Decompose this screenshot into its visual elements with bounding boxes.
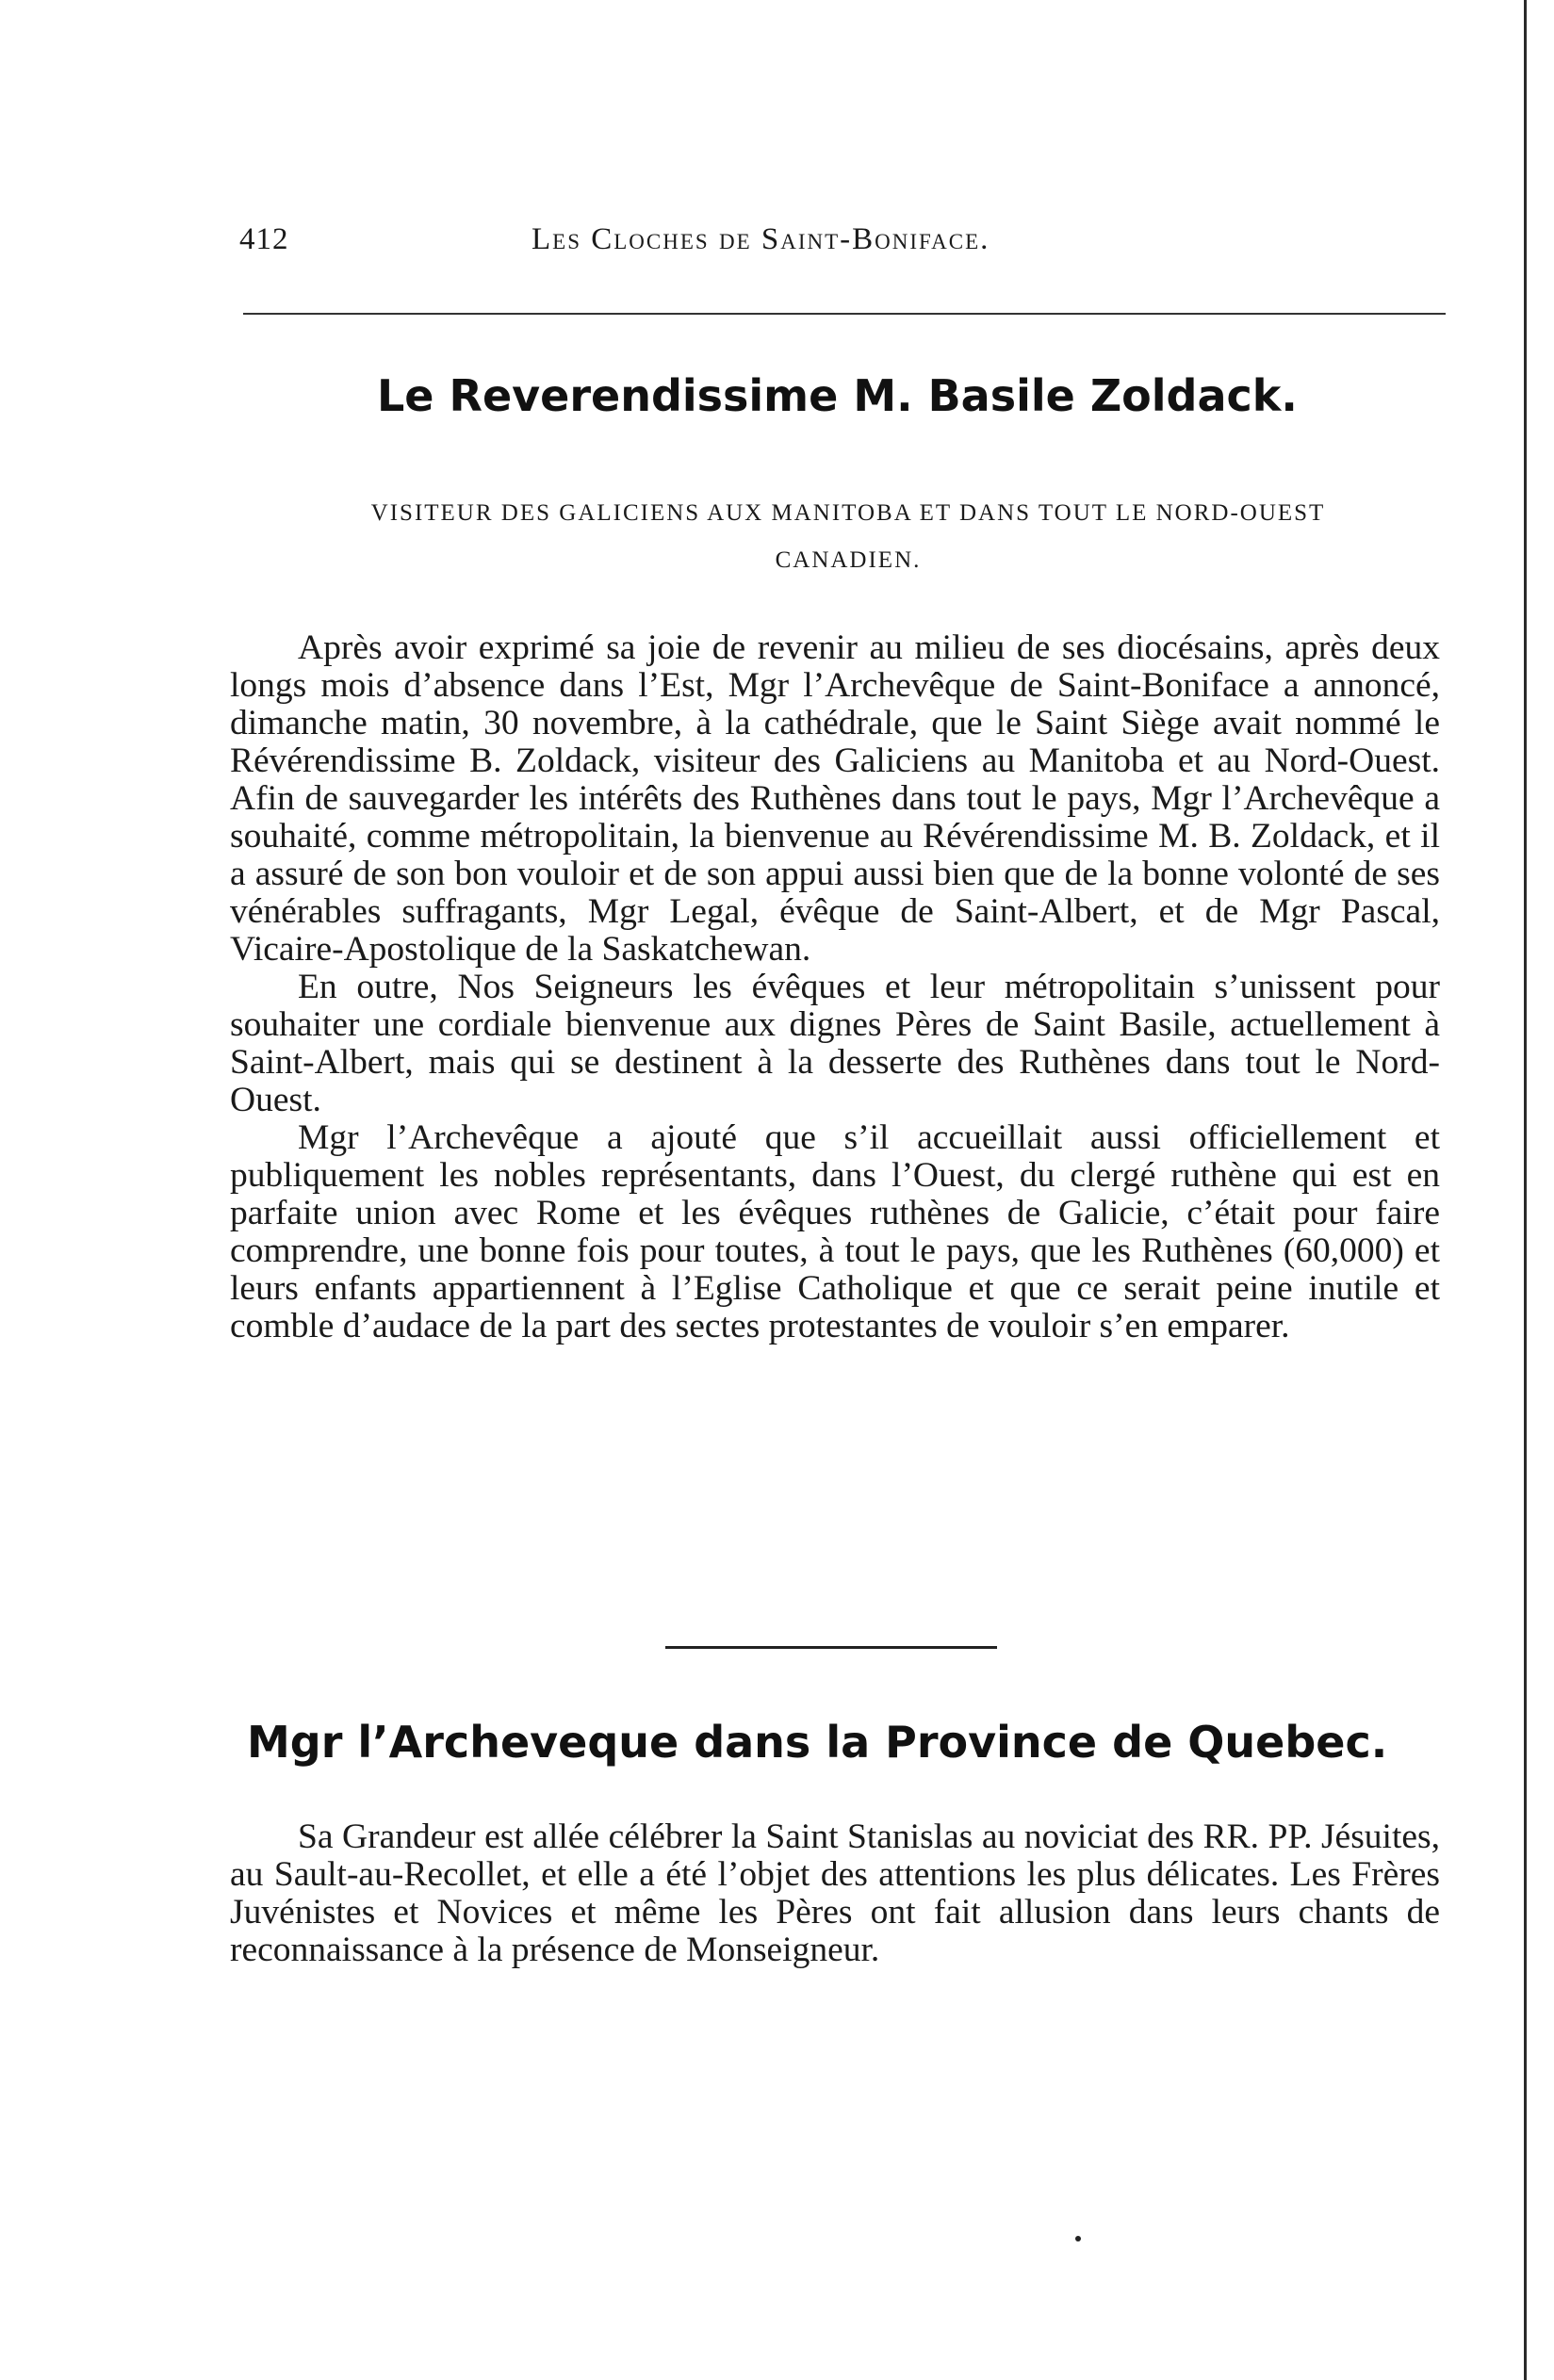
running-head (239, 222, 1446, 279)
article-title: Mgr l’Archeveque dans la Province de Quebec. (247, 1717, 1388, 1768)
paragraph: Sa Grandeur est allée célébrer la Saint Stanislas au noviciat des RR. PP. Jésuites, au Sault-au-Recollet, et elle a été l’objet des attentions les plus délicates. Les Frères Juvénistes et Novices et même les Pères ont fait allusion dans leurs chants de reconnaissance à la présence de Monseigneur. (230, 1818, 1440, 1969)
article-body (230, 629, 1440, 1345)
running-title: Les Cloches de Saint-Boniface. (532, 222, 990, 256)
page-number: 412 (239, 222, 289, 256)
paragraph: Après avoir exprimé sa joie de revenir au milieu de ses diocésains, après deux longs mois d’absence dans l’Est, Mgr l’Archevêque de Saint-Boniface a annoncé, dimanche matin, 30 novembre, à la cathédrale, que le Saint Siège avait nommé le Révérendissime B. Zoldack, visiteur des Galiciens au Manitoba et au Nord-Ouest. Afin de sauvegarder les intérêts des Ruthènes dans tout le pays, Mgr l’Archevêque a souhaité, comme métropolitain, la bienvenue au Révérendissime M. B. Zoldack, et il a assuré de son bon vouloir et de son appui aussi bien que de la bonne volonté de ses vénérables suffragants, Mgr Legal, évêque de Saint-Albert, et de Mgr Pascal, Vicaire-Apostolique de la Saskatchewan. (230, 628, 1440, 969)
paragraph: Mgr l’Archevêque a ajouté que s’il accueillait aussi officiellement et publiquement les nobles représentants, dans l’Ouest, du clergé ruthène qui est en parfaite union avec Rome et les évêques ruthènes de Galicie, c’était pour faire comprendre, une bonne fois pour toutes, à tout le pays, que les Ruthènes (60,000) et leurs enfants appartiennent à l’Eglise Catholique et que ce serait peine inutile et comble d’audace de la part des sectes protestantes de vouloir s’en emparer. (230, 1118, 1440, 1345)
ink-speck (1075, 2236, 1081, 2241)
paragraph: En outre, Nos Seigneurs les évêques et leur métropolitain s’unissent pour souhaiter une cordiale bienvenue aux dignes Pères de Saint Basile, actuellement à Saint-Albert, mais qui se destinent à la desserte des Ruthènes dans tout le Nord-Ouest. (230, 968, 1440, 1119)
article-title: Le Reverendissime M. Basile Zoldack. (377, 370, 1298, 421)
header-rule (243, 313, 1446, 315)
section-divider (665, 1646, 997, 1649)
article-body (230, 1818, 1440, 1969)
page-edge-line (1524, 0, 1527, 2380)
article-subtitle: VISITEUR DES GALICIENS AUX MANITOBA ET DANS TOUT LE NORD-OUEST CANADIEN. (370, 500, 1326, 573)
